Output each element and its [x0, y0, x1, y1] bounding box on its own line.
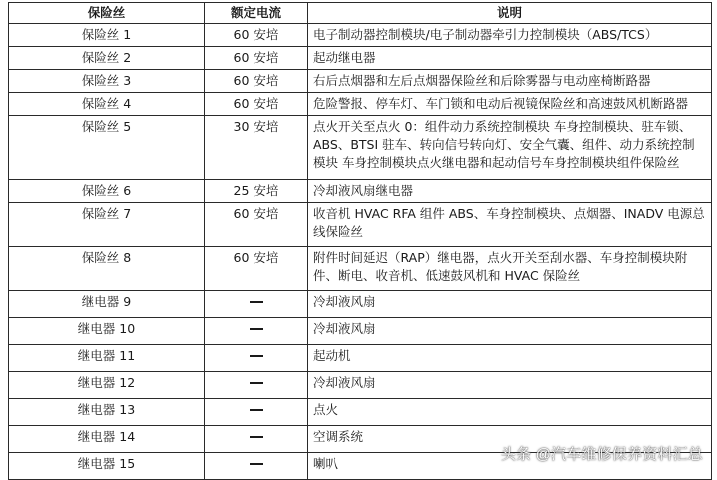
dash-mark [250, 436, 263, 438]
fuse-table [8, 2, 712, 480]
table-row [9, 47, 712, 70]
description-cell: 点火 [308, 399, 712, 426]
fuse-cell: 保险丝 2 [9, 47, 205, 70]
table-row [9, 372, 712, 399]
table-row [9, 116, 712, 180]
description-cell: 冷却液风扇 [308, 318, 712, 345]
header-rating: 额定电流 [205, 3, 308, 24]
table-row [9, 291, 712, 318]
rating-cell: 30 安培 [205, 116, 308, 180]
fuse-cell: 继电器 13 [9, 399, 205, 426]
table-row [9, 399, 712, 426]
rating-cell: 60 安培 [205, 247, 308, 291]
table-row [9, 318, 712, 345]
description-cell: 冷却液风扇 [308, 372, 712, 399]
table-header-row [9, 3, 712, 24]
rating-cell [205, 372, 308, 399]
fuse-cell: 保险丝 3 [9, 70, 205, 93]
header-fuse: 保险丝 [9, 3, 205, 24]
description-cell: 电子制动器控制模块/电子制动器牵引力控制模块（ABS/TCS） [308, 24, 712, 47]
fuse-cell: 保险丝 4 [9, 93, 205, 116]
fuse-cell: 继电器 11 [9, 345, 205, 372]
description-cell: 右后点烟器和左后点烟器保险丝和后除雾器与电动座椅断路器 [308, 70, 712, 93]
dash-mark [250, 328, 263, 330]
table-row [9, 203, 712, 247]
description-cell: 冷却液风扇继电器 [308, 180, 712, 203]
fuse-table-container [8, 2, 711, 480]
description-cell: 喇叭 [308, 453, 712, 480]
watermark-text: 头条 @汽车维修保养资料汇总 [500, 446, 703, 463]
rating-cell [205, 345, 308, 372]
fuse-cell: 保险丝 8 [9, 247, 205, 291]
rating-cell [205, 426, 308, 453]
dash-mark [250, 301, 263, 303]
fuse-cell: 继电器 15 [9, 453, 205, 480]
description-cell: 冷却液风扇 [308, 291, 712, 318]
description-cell: 起动继电器 [308, 47, 712, 70]
rating-cell: 60 安培 [205, 24, 308, 47]
rating-cell: 60 安培 [205, 203, 308, 247]
rating-cell: 60 安培 [205, 70, 308, 93]
table-row [9, 70, 712, 93]
fuse-cell: 继电器 12 [9, 372, 205, 399]
fuse-cell: 保险丝 6 [9, 180, 205, 203]
table-row [9, 247, 712, 291]
rating-cell [205, 399, 308, 426]
fuse-cell: 继电器 10 [9, 318, 205, 345]
description-cell: 起动机 [308, 345, 712, 372]
fuse-cell: 保险丝 5 [9, 116, 205, 180]
fuse-cell: 继电器 14 [9, 426, 205, 453]
dash-mark [250, 382, 263, 384]
fuse-cell: 保险丝 7 [9, 203, 205, 247]
rating-cell [205, 291, 308, 318]
table-row [9, 93, 712, 116]
rating-cell [205, 318, 308, 345]
header-description: 说明 [308, 3, 712, 24]
description-cell: 附件时间延迟（RAP）继电器，点火开关至刮水器、车身控制模块附件、断电、收音机、低速鼓风机和 HVAC 保险丝 [308, 247, 712, 291]
table-row [9, 24, 712, 47]
rating-cell: 25 安培 [205, 180, 308, 203]
table-row [9, 345, 712, 372]
rating-cell: 60 安培 [205, 47, 308, 70]
description-cell: 点火开关至点火 0：组件动力系统控制模块 车身控制模块、驻车锁、ABS、BTSI 驻车、转向信号转向灯、安全气囊、组件、动力系统控制模块 车身控制模块点火继电器和起动信号车身控制模块组件保险丝 [308, 116, 712, 180]
table-row [9, 180, 712, 203]
description-cell: 空调系统 [308, 426, 712, 453]
fuse-cell: 保险丝 1 [9, 24, 205, 47]
rating-cell [205, 453, 308, 480]
rating-cell: 60 安培 [205, 93, 308, 116]
dash-mark [250, 463, 263, 465]
description-cell: 收音机 HVAC RFA 组件 ABS、车身控制模块、点烟器、INADV 电源总线保险丝 [308, 203, 712, 247]
fuse-cell: 继电器 9 [9, 291, 205, 318]
dash-mark [250, 409, 263, 411]
description-cell: 危险警报、停车灯、车门锁和电动后视镜保险丝和高速鼓风机断路器 [308, 93, 712, 116]
dash-mark [250, 355, 263, 357]
